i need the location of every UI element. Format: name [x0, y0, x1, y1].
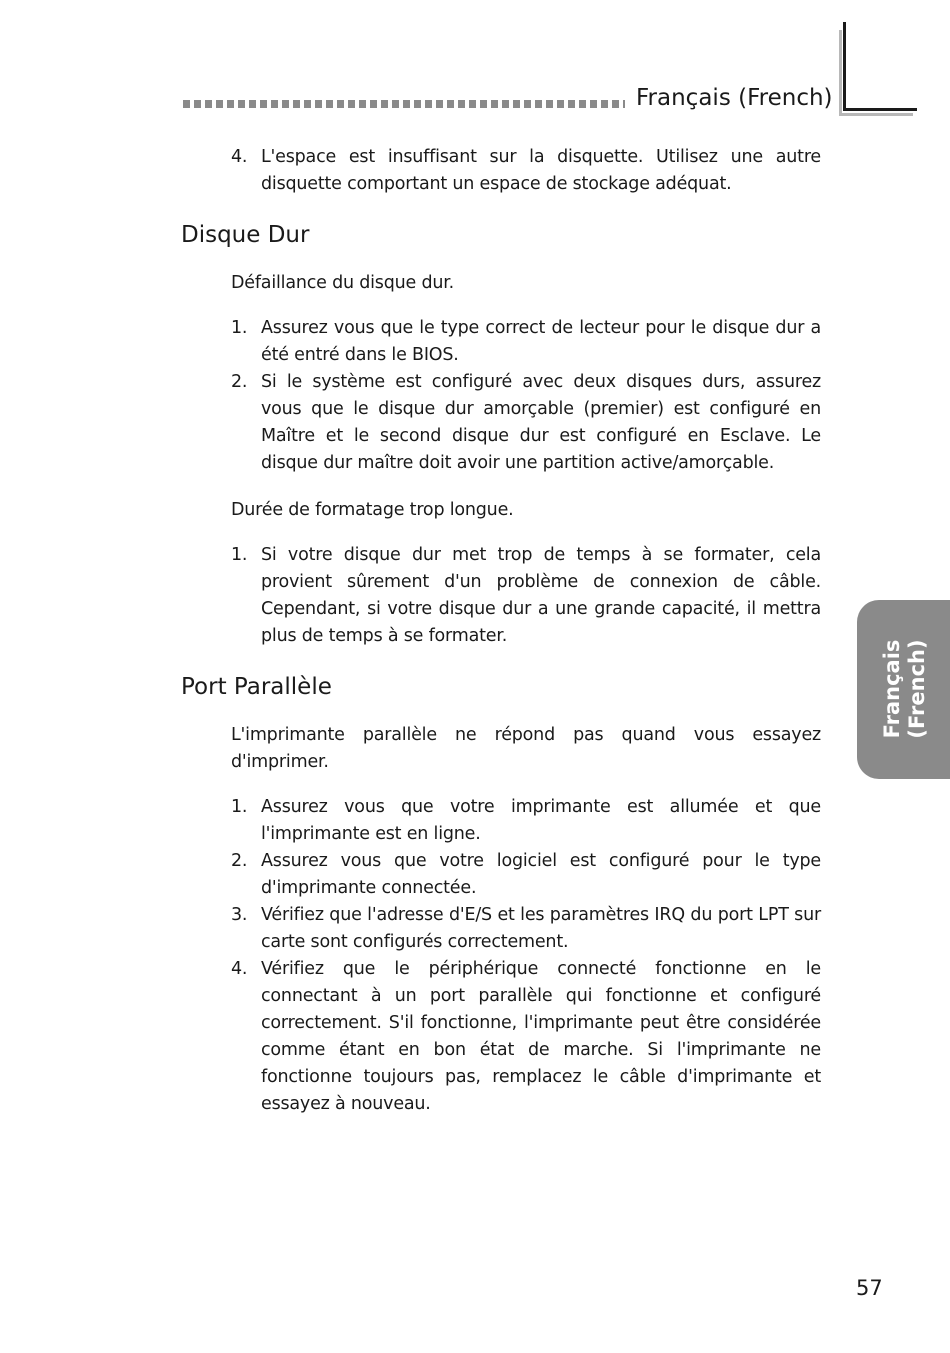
list-item-text: Si le système est configuré avec deux disques durs, assurez vous que le disque dur amorçable (premier) est configuré en Maître et le second disque dur est configuré en Esclave. Le disque dur maître doit avoir une partition active/amorçable. [261, 372, 821, 473]
list-item-text: L'espace est insuffisant sur la disquette. Utilisez une autre disquette comportant un espace de stockage adéquat. [261, 147, 821, 194]
list-item-text: Assurez vous que votre logiciel est configuré pour le type d'imprimante connectée. [261, 851, 821, 898]
list-item [231, 902, 821, 956]
header-dotted-rule [183, 100, 625, 108]
sub-heading-defaillance: Défaillance du disque dur. [231, 273, 455, 293]
sub-heading-duree-formatage: Durée de formatage trop longue. [231, 500, 514, 520]
list-item-text: Vérifiez que le périphérique connecté fonctionne en le connectant à un port parallèle qui fonctionne et configuré correctement. S'il fonctionne, l'imprimante peut être considérée comme étant en bon état de marche. Si l'imprimante ne fonctionne toujours pas, remplacez le câble d'imprimante et essayez à nouveau. [261, 959, 821, 1114]
list-item-number: 1. [231, 318, 248, 338]
list-item-number: 1. [231, 545, 248, 565]
list-item [231, 542, 821, 650]
list-item [231, 956, 821, 1118]
list-item-text: Vérifiez que l'adresse d'E/S et les paramètres IRQ du port LPT sur carte sont configurés correctement. [261, 905, 821, 952]
list-item [231, 369, 821, 477]
corner-mark-shadow-horizontal [839, 113, 913, 116]
list-item [231, 144, 821, 198]
header-title: Français (French) [636, 85, 833, 111]
list-item-number: 3. [231, 905, 248, 925]
section-heading-port-parallele: Port Parallèle [181, 674, 332, 700]
page-number: 57 [856, 1276, 883, 1300]
list-item-text: Assurez vous que votre imprimante est allumée et que l'imprimante est en ligne. [261, 797, 821, 844]
page-content [181, 144, 821, 1118]
corner-mark-shadow-vertical [839, 30, 842, 116]
list-item-number: 2. [231, 372, 248, 392]
list-item-number: 1. [231, 797, 248, 817]
list-item [231, 848, 821, 902]
sub-heading-imprimante: L'imprimante parallèle ne répond pas quand vous essayez d'imprimer. [231, 725, 821, 772]
list-item-number: 4. [231, 147, 248, 167]
list-item [231, 315, 821, 369]
list-item [231, 794, 821, 848]
list-item-text: Si votre disque dur met trop de temps à se formater, cela provient sûrement d'un problème de connexion de câble. Cependant, si votre disque dur a une grande capacité, il mettra plus de temps à se formater. [261, 545, 821, 646]
side-tab-line-1: Français [880, 639, 904, 739]
list-item-number: 4. [231, 959, 248, 979]
corner-mark-horizontal [843, 108, 917, 111]
intro-list [231, 144, 821, 198]
list-item-number: 2. [231, 851, 248, 871]
list-item-text: Assurez vous que le type correct de lecteur pour le disque dur a été entré dans le BIOS. [261, 318, 821, 365]
corner-mark-vertical [843, 22, 846, 110]
side-tab-line-2: (French) [905, 639, 929, 739]
section-heading-disque-dur: Disque Dur [181, 222, 310, 248]
imprimante-list [231, 794, 821, 1118]
formatage-list [231, 542, 821, 650]
language-side-tab-label [880, 639, 930, 738]
defaillance-list [231, 315, 821, 477]
